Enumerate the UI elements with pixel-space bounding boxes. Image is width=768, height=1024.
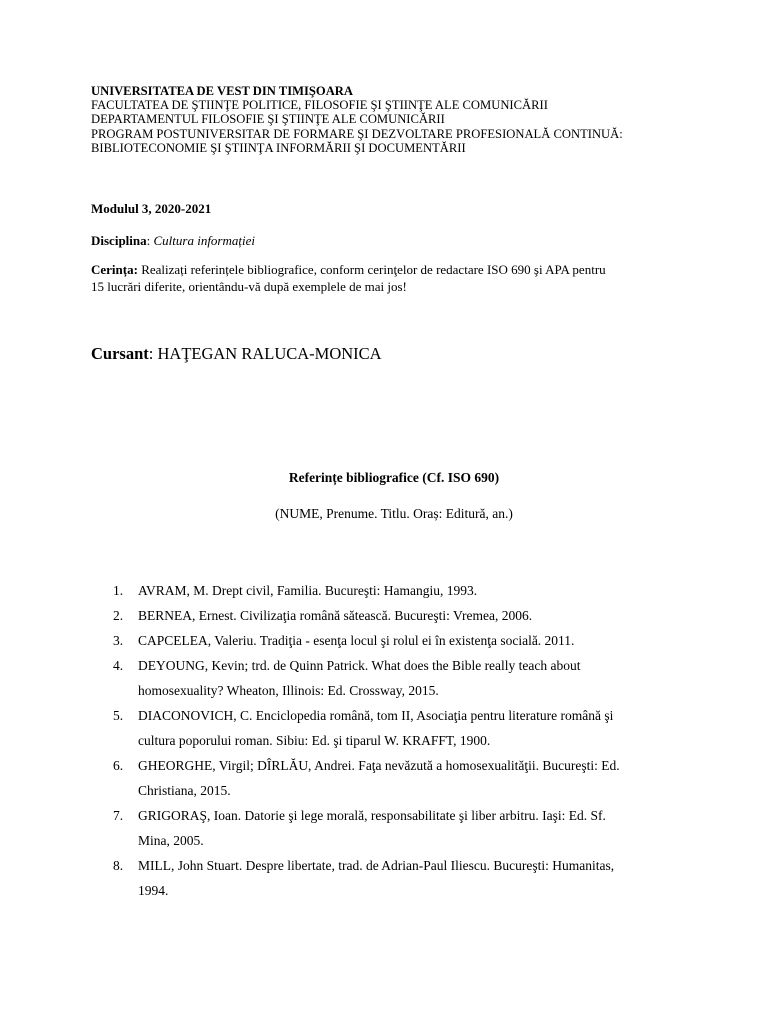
discipline-separator: :: [146, 233, 154, 248]
list-item-number: 2.: [113, 608, 124, 623]
references-list: [113, 578, 713, 903]
list-item-text: [138, 628, 713, 653]
list-item-text: [138, 703, 713, 753]
list-item-text: [138, 603, 713, 628]
list-item-line: homosexuality? Wheaton, Illinois: Ed. Crossway, 2015.: [138, 683, 439, 698]
list-item: [113, 653, 713, 703]
program-name-line2: BIBLIOTECONOMIE ŞI ŞTIINŢA INFORMĂRII ŞI DOCUMENTĂRII: [91, 140, 466, 155]
student-line: [91, 344, 382, 364]
list-item-text: [138, 653, 713, 703]
list-item-number: 6.: [113, 758, 124, 773]
list-item-line: GRIGORAŞ, Ioan. Datorie şi lege morală, responsabilitate şi liber arbitru. Iaşi: Ed. Sf.: [138, 808, 606, 823]
references-format: (NUME, Prenume. Titlu. Oraș: Editură, an.): [275, 506, 513, 521]
list-item: [113, 578, 713, 603]
list-item: [113, 628, 713, 653]
list-item-text: [138, 578, 713, 603]
university-name: UNIVERSITATEA DE VEST DIN TIMIŞOARA: [91, 84, 353, 98]
list-item-line: 1994.: [138, 883, 169, 898]
student-separator: :: [148, 344, 158, 363]
list-item: [113, 753, 713, 803]
requirement-text-line2: 15 lucrări diferite, orientându-vă după exemplele de mai jos!: [91, 279, 407, 294]
discipline-line: [91, 233, 255, 249]
references-title: Referințe bibliografice (Cf. ISO 690): [288, 470, 500, 485]
department-name: DEPARTAMENTUL FILOSOFIE ŞI ŞTIINŢE ALE COMUNICĂRII: [91, 112, 445, 127]
list-item-line: BERNEA, Ernest. Civilizaţia română sătească. Bucureşti: Vremea, 2006.: [138, 608, 533, 623]
list-item-number: 7.: [113, 808, 124, 823]
institution-header: [91, 84, 711, 155]
list-item-text: [138, 803, 713, 853]
requirement-text-line1: Realizați referințele bibliografice, conform cerinţelor de redactare ISO 690 şi APA pentru: [137, 262, 606, 277]
list-item-line: cultura poporului roman. Sibiu: Ed. şi tiparul W. KRAFFT, 1900.: [138, 733, 491, 748]
list-item-number: 8.: [113, 858, 124, 873]
list-item-number: 1.: [113, 583, 124, 598]
module-heading: Modulul 3, 2020-2021: [91, 201, 212, 216]
list-item-line: MILL, John Stuart. Despre libertate, trad. de Adrian-Paul Iliescu. Bucureşti: Humanitas,: [138, 858, 615, 873]
list-item-number: 3.: [113, 633, 124, 648]
list-item-number: 5.: [113, 708, 124, 723]
list-item-line: Mina, 2005.: [138, 833, 204, 848]
list-item-line: AVRAM, M. Drept civil, Familia. Bucureşti: Hamangiu, 1993.: [138, 583, 478, 598]
list-item-line: GHEORGHE, Virgil; DÎRLĂU, Andrei. Faţa nevăzută a homosexualităţii. Bucureşti: Ed.: [138, 758, 620, 773]
list-item-line: DEYOUNG, Kevin; trd. de Quinn Patrick. What does the Bible really teach about: [138, 658, 581, 673]
list-item-line: Christiana, 2015.: [138, 783, 231, 798]
program-name-line1: PROGRAM POSTUNIVERSITAR DE FORMARE ŞI DEZVOLTARE PROFESIONALĂ CONTINUĂ:: [91, 126, 623, 141]
list-item-line: CAPCELEA, Valeriu. Tradiţia - esenţa locul şi rolul ei în existenţa socială. 2011.: [138, 633, 575, 648]
discipline-label: Disciplina: [91, 233, 147, 248]
list-item-text: [138, 853, 713, 903]
list-item-line: DIACONOVICH, C. Enciclopedia română, tom II, Asociaţia pentru literature română şi: [138, 708, 614, 723]
list-item-number: 4.: [113, 658, 124, 673]
requirement-block: [91, 261, 691, 295]
list-item: [113, 703, 713, 753]
student-name: HAŢEGAN RALUCA-MONICA: [157, 344, 382, 363]
list-item: [113, 853, 713, 903]
student-label: Cursant: [91, 344, 149, 363]
list-item-text: [138, 753, 713, 803]
requirement-label: Cerința:: [91, 262, 138, 277]
faculty-name: FACULTATEA DE ŞTIINŢE POLITICE, FILOSOFIE ŞI ŞTIINŢE ALE COMUNICĂRII: [91, 98, 548, 113]
discipline-value: Cultura informației: [153, 233, 255, 248]
list-item: [113, 803, 713, 853]
list-item: [113, 603, 713, 628]
